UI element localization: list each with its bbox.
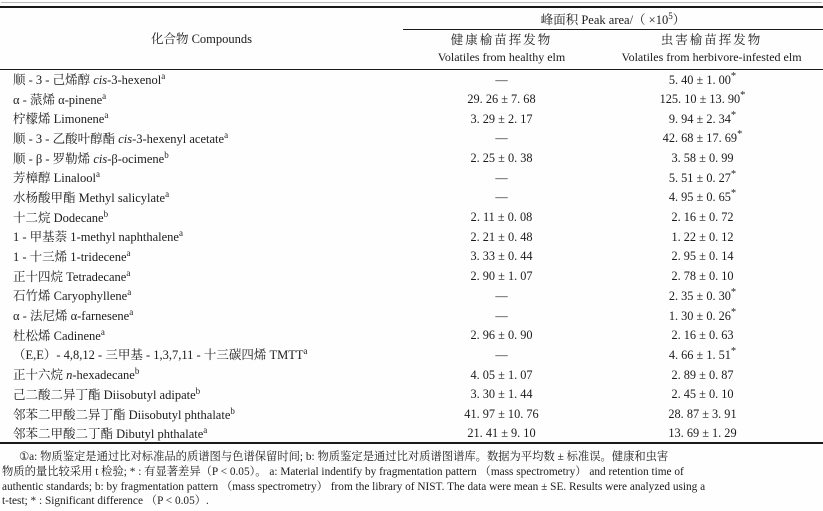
table-row [0,108,823,128]
table-row [0,167,823,187]
healthy-value: 21. 41 ± 9. 10 [467,426,536,441]
infested-value: 2. 16 ± 0. 72 [671,210,734,225]
compound-name-en: 1-tridecene [70,250,127,265]
infested-value-cell [600,187,823,207]
healthy-value-cell [403,345,600,365]
compound-name-en: Diisobutyl phthalate [128,407,231,422]
healthy-value: — [495,308,508,323]
infested-value: 3. 58 ± 0. 99 [671,151,734,166]
infested-value: 125. 10 ± 13. 90 [659,92,741,107]
identification-method-superscript: b [134,366,140,376]
compound-cell [0,187,403,207]
compound-cell [0,246,403,266]
identification-method-superscript: a [127,287,132,298]
compound-cell [0,128,403,148]
compound-name-en: Dibutyl phthalate [116,426,204,441]
identification-method-superscript: a [165,188,170,199]
identification-method-superscript: a [224,129,229,140]
compound-name-en: Linalool [53,171,96,186]
peak-area-label: 峰面积 Peak area/（ ×10 [540,13,669,28]
compound-name-cn: 顺 - 3 - 己烯醇 [13,73,91,88]
healthy-value-cell [403,89,600,109]
infested-significance-star: * [740,89,746,101]
healthy-value: — [495,170,508,185]
healthy-value-cell [403,148,600,168]
compound-name-en: α-farnesene [70,309,130,324]
infested-value: 2. 45 ± 0. 10 [671,387,734,402]
table-row [0,266,823,286]
healthy-value: — [495,72,508,87]
healthy-value: 2. 90 ± 1. 07 [470,269,533,284]
healthy-value: 41. 97 ± 10. 76 [464,407,539,422]
compound-name-en: Limonene [53,112,105,127]
healthy-value: 3. 33 ± 0. 44 [470,249,533,264]
healthy-value: 2. 11 ± 0. 08 [470,210,533,225]
compound-name-cn: （E,E）- 4,8,12 - 三甲基 - 1,3,7,11 - 十三碳四烯 [13,348,267,363]
compound-cell [0,286,403,306]
compound-cell [0,227,403,247]
healthy-column-header [403,29,600,69]
healthy-value: — [495,288,508,303]
table-row [0,69,823,89]
compound-name-cn: 杜松烯 [13,328,51,343]
compound-name-en: -hexadecane [72,368,135,383]
healthy-value-cell [403,69,600,89]
infested-value: 1. 22 ± 0. 12 [671,229,734,244]
healthy-value-cell [403,266,600,286]
footnote-line: ①a: 物质鉴定是通过比对标准品的质谱图与色谱保留时间; b: 物质鉴定是通过比对质谱图谱库。数据为平均数 ± 标准误。健康和虫害 [19,451,669,464]
infested-value: 4. 66 ± 1. 51 [668,348,731,363]
infested-value: 5. 51 ± 0. 27 [668,170,731,185]
compound-name-en: TMTT [269,348,304,363]
identification-method-superscript: b [103,208,109,219]
identification-method-superscript: a [126,247,131,258]
identification-method-superscript: a [96,169,100,180]
healthy-value-cell [403,404,600,424]
identification-method-superscript: a [161,70,166,81]
infested-value: 13. 69 ± 1. 29 [668,426,737,441]
infested-significance-star: * [730,188,737,200]
table-row [0,364,823,384]
peak-area-group-header [403,7,823,29]
table-row [0,404,823,424]
healthy-value-cell [403,384,600,404]
compound-cell [0,266,403,286]
healthy-value-cell [403,286,600,306]
identification-method-superscript: a [129,306,134,317]
infested-value: 2. 35 ± 0. 30 [668,288,731,303]
infested-significance-star: * [730,306,737,318]
footnote-line: t-test; * : Significant difference （P < 0.05）. [2,495,209,508]
table-body [0,69,823,443]
healthy-value-cell [403,207,600,227]
infested-value-cell [600,325,823,345]
compound-name-cn: α - 蒎烯 [13,92,55,107]
infested-significance-star: * [730,286,737,298]
compound-name-cn: 芳樟醇 [13,171,51,186]
infested-value: 2. 78 ± 0. 10 [671,269,734,284]
compound-cell [0,325,403,345]
infested-value: 1. 30 ± 0. 26 [668,308,731,323]
compound-name-cn: 正十六烷 [13,368,64,383]
infested-value-cell [600,423,823,443]
table-row [0,305,823,325]
compound-name-cn: 邻苯二甲酸二异丁酯 [13,407,126,422]
infested-value: 42. 68 ± 17. 69 [662,131,738,146]
infested-value-cell [600,345,823,365]
table-row [0,384,823,404]
infested-value-cell [600,384,823,404]
infested-value: 9. 94 ± 2. 34 [668,111,731,126]
healthy-column-header-en: Volatiles from healthy elm [437,49,566,64]
compound-name-cn: 顺 - 3 - 乙酸叶醇酯 [13,131,116,146]
infested-value: 2. 89 ± 0. 87 [671,367,734,382]
compound-cell [0,345,403,365]
infested-significance-star: * [730,70,737,82]
compound-cell [0,108,403,128]
compound-cell [0,364,403,384]
compound-name-en-italic: n [66,368,73,383]
infested-significance-star: * [730,109,737,121]
footnote-line: 物质的量比较采用 t 检验; * : 有显著差异（P < 0.05）。 a: Material indentify by fragmentation pattern （mass spectrometry） and retention time of [2,465,684,478]
infested-value-cell [600,148,823,168]
identification-method-superscript: b [230,405,235,416]
compound-name-en: -β-ocimene [107,151,165,166]
infested-significance-star: * [737,129,743,141]
infested-significance-star: * [730,168,737,180]
volatiles-table [0,6,823,444]
compound-name-cn: 石竹烯 [13,289,51,304]
compound-cell [0,69,403,89]
compound-name-en: -3-hexenol [107,73,162,88]
infested-value-cell [600,167,823,187]
infested-significance-star: * [730,345,737,357]
table-row [0,325,823,345]
footnote [0,450,823,509]
compound-name-cn: 1 - 十三烯 [13,250,68,265]
healthy-value-cell [403,108,600,128]
compound-name-en: -3-hexenyl acetate [132,131,225,146]
healthy-value: 2. 21 ± 0. 48 [470,229,533,244]
identification-method-superscript: a [303,346,308,357]
infested-value-cell [600,364,823,384]
table-row [0,128,823,148]
identification-method-superscript: b [164,149,169,160]
compound-name-en: 1-methyl naphthalene [70,230,179,245]
healthy-value: 2. 96 ± 0. 90 [470,328,533,343]
healthy-value: 29. 26 ± 7. 68 [467,92,536,107]
table-row [0,187,823,207]
compound-cell [0,423,403,443]
compound-cell [0,167,403,187]
identification-method-superscript: a [178,228,183,239]
compound-name-cn: 己二酸二异丁酯 [13,387,101,402]
healthy-value-cell [403,305,600,325]
compound-cell [0,305,403,325]
compound-name-en: Tetradecane [66,269,127,284]
compound-name-cn: 1 - 甲基萘 [13,230,68,245]
compound-name-en-italic: cis [93,73,108,88]
compound-name-cn: 正十四烷 [13,269,64,284]
healthy-value: 3. 30 ± 1. 44 [470,387,533,402]
compound-name-cn: 邻苯二甲酸二丁酯 [13,426,114,441]
healthy-value-cell [403,227,600,247]
compound-name-en: Diisobutyl adipate [103,387,196,402]
healthy-value-cell [403,128,600,148]
table-row [0,423,823,443]
compound-name-cn: 柠檬烯 [13,112,51,127]
healthy-value: — [495,131,508,146]
healthy-column-header-cn: 健康榆苗挥发物 [450,32,553,47]
identification-method-superscript: a [203,424,208,435]
healthy-value: 2. 25 ± 0. 38 [470,151,533,166]
infested-value: 4. 95 ± 0. 65 [668,190,731,205]
table-row [0,345,823,365]
compound-name-en: Methyl salicylate [78,190,166,205]
compound-cell [0,207,403,227]
identification-method-superscript: a [126,267,131,278]
infested-value-cell [600,89,823,109]
infested-column-header [600,29,823,69]
infested-value-cell [600,207,823,227]
infested-column-header-en: Volatiles from herbivore-infested elm [621,49,802,64]
infested-column-header-cn: 虫害榆苗挥发物 [660,32,763,47]
infested-value-cell [600,404,823,424]
healthy-value: 3. 29 ± 2. 17 [470,111,533,126]
table-row [0,148,823,168]
compound-name-en-italic: cis [118,131,133,146]
infested-value-cell [600,305,823,325]
compound-name-cn: 水杨酸甲酯 [13,190,76,205]
compound-name-en: Cadinene [53,328,101,343]
healthy-value: — [495,348,508,363]
identification-method-superscript: a [102,90,107,101]
top-hairline-rule [1,2,822,3]
peak-area-close: ） [672,13,686,28]
infested-value: 5. 40 ± 1. 00 [668,72,731,87]
compound-column-header: 化合物 Compounds [0,7,403,69]
table-row [0,227,823,247]
footnote-line: authentic standards; b: by fragmentation pattern （mass spectrometry） from the library of NIST. The data were mean ± SE. Results were analyzed using a [2,480,706,493]
compound-cell [0,89,403,109]
table-row [0,207,823,227]
healthy-value-cell [403,187,600,207]
compound-cell [0,148,403,168]
identification-method-superscript: a [104,110,109,121]
healthy-value: 4. 05 ± 1. 07 [470,367,533,382]
table-row [0,89,823,109]
compound-cell [0,404,403,424]
compound-name-en: Caryophyllene [53,289,128,304]
infested-value-cell [600,227,823,247]
healthy-value: — [495,190,508,205]
infested-value: 2. 16 ± 0. 63 [671,328,734,343]
infested-value-cell [600,108,823,128]
healthy-value-cell [403,325,600,345]
table-row [0,246,823,266]
compound-name-cn: 十二烷 [13,210,51,225]
compound-name-cn: α - 法尼烯 [13,309,68,324]
compound-name-en-italic: cis [93,151,108,166]
healthy-value-cell [403,246,600,266]
infested-value: 2. 95 ± 0. 14 [671,249,734,264]
compound-name-cn: 顺 - β - 罗勒烯 [13,151,91,166]
identification-method-superscript: a [100,326,105,337]
infested-value-cell [600,266,823,286]
identification-method-superscript: b [195,385,201,396]
table-row [0,286,823,306]
compound-cell [0,384,403,404]
infested-value-cell [600,69,823,89]
compound-name-en: α-pinene [58,92,103,107]
infested-value-cell [600,246,823,266]
infested-value-cell [600,128,823,148]
peak-area-exponent: 5 [668,11,673,22]
infested-value: 28. 87 ± 3. 91 [668,407,737,422]
healthy-value-cell [403,423,600,443]
infested-value-cell [600,286,823,306]
healthy-value-cell [403,167,600,187]
healthy-value-cell [403,364,600,384]
table-header [0,7,823,69]
compound-name-en: Dodecane [53,210,104,225]
